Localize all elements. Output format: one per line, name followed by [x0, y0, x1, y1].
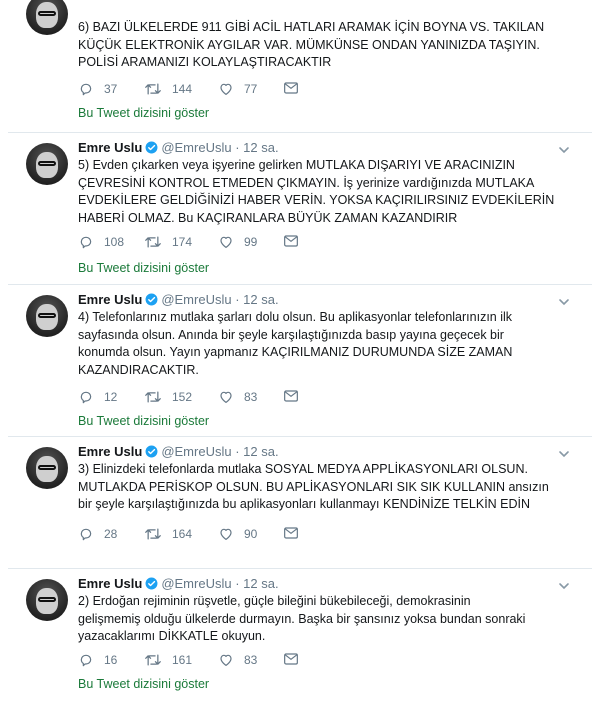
- like-icon: [218, 526, 234, 542]
- tweet-text-line: 6) BAZI ÜLKELERDE 911 GİBİ ACİL HATLARI ARAMAK İÇİN BOYNA VS. TAKILAN: [78, 20, 545, 34]
- dm-button[interactable]: [283, 81, 299, 95]
- tweet-text-line: 4) Telefonlarınız mutlaka şarları dolu olsun. Bu aplikasyonlar telefonlarınızın ilk: [78, 310, 513, 324]
- reply-button[interactable]: [78, 234, 124, 250]
- like-count: 83: [244, 653, 258, 667]
- tweet-text-line: 3) Elinizdeki telefonlarda mutlaka SOSYAL MEDYA APPLİKASYONLARI OLSUN.: [78, 462, 528, 476]
- header-separator: ·: [231, 576, 244, 591]
- tweet-time[interactable]: 12 sa.: [243, 444, 279, 459]
- header-separator: ·: [231, 140, 244, 155]
- like-button[interactable]: [218, 81, 257, 97]
- header-separator: ·: [231, 444, 244, 459]
- retweet-count: 161: [172, 653, 193, 667]
- tweet-text: [78, 461, 549, 514]
- author-handle[interactable]: @EmreUslu: [161, 292, 232, 307]
- reply-button[interactable]: [78, 389, 117, 405]
- retweet-button[interactable]: [144, 81, 192, 97]
- retweet-button[interactable]: [144, 526, 192, 542]
- retweet-count: 152: [172, 390, 193, 404]
- tweet-text-line: EVDEKİLERE GELDİĞİNİZİ HABER VERİN. YOKSA KAÇIRILIRSINIZ EVDEKİLERİN: [78, 193, 555, 207]
- chevron-down-icon[interactable]: [558, 579, 570, 597]
- retweet-count: 164: [172, 527, 193, 541]
- reply-count: 28: [104, 527, 118, 541]
- show-thread-link[interactable]: Bu Tweet dizisini göster: [78, 106, 210, 120]
- like-count: 83: [244, 390, 258, 404]
- dm-icon: [283, 389, 299, 403]
- avatar[interactable]: [26, 447, 68, 489]
- tweet-text: [78, 157, 555, 227]
- dm-icon: [283, 234, 299, 248]
- dm-icon: [283, 81, 299, 95]
- tweet-header: [78, 576, 279, 594]
- verified-icon: [145, 293, 158, 310]
- author-handle[interactable]: @EmreUslu: [161, 444, 232, 459]
- like-icon: [218, 81, 234, 97]
- tweet-header: [78, 444, 279, 462]
- reply-count: 37: [104, 82, 118, 96]
- dm-icon: [283, 526, 299, 540]
- tweet-text-line: yazacaklarımı DİKKATLE okuyun.: [78, 629, 266, 643]
- show-thread-link[interactable]: Bu Tweet dizisini göster: [78, 261, 210, 275]
- like-button[interactable]: [218, 234, 257, 250]
- tweet-header: [78, 292, 279, 310]
- retweet-icon: [144, 234, 162, 250]
- reply-count: 12: [104, 390, 118, 404]
- header-separator: ·: [231, 292, 244, 307]
- reply-count: 108: [104, 235, 125, 249]
- dm-icon: [283, 652, 299, 666]
- reply-icon: [78, 234, 94, 250]
- reply-icon: [78, 81, 94, 97]
- retweet-icon: [144, 652, 162, 668]
- author-handle[interactable]: @EmreUslu: [161, 140, 232, 155]
- tweet-time[interactable]: 12 sa.: [243, 576, 279, 591]
- show-thread-link[interactable]: Bu Tweet dizisini göster: [78, 414, 210, 428]
- retweet-button[interactable]: [144, 652, 192, 668]
- author-name[interactable]: Emre Uslu: [78, 444, 143, 459]
- tweet-text-line: MUTLAKDA PERİSKOP OLSUN. BU APLİKASYONLARI SIK SIK KULLANIN ansızın: [78, 479, 549, 494]
- like-count: 90: [244, 527, 258, 541]
- dm-button[interactable]: [283, 389, 299, 403]
- retweet-count: 174: [172, 235, 193, 249]
- avatar[interactable]: [26, 0, 68, 35]
- chevron-down-icon[interactable]: [558, 447, 570, 465]
- chevron-down-icon[interactable]: [558, 295, 570, 313]
- tweet[interactable]: [0, 0, 600, 133]
- reply-count: 16: [104, 653, 118, 667]
- like-icon: [218, 652, 234, 668]
- chevron-down-icon[interactable]: [558, 143, 570, 161]
- retweet-icon: [144, 81, 162, 97]
- verified-icon: [145, 141, 158, 158]
- avatar[interactable]: [26, 579, 68, 621]
- retweet-icon: [144, 389, 162, 405]
- verified-icon: [145, 445, 158, 462]
- dm-button[interactable]: [283, 234, 299, 248]
- tweet-text-line: sayfasında olsun. Anında bir şeyle karşılaştığınızda basıp yayına geçecek bir: [78, 327, 504, 342]
- retweet-icon: [144, 526, 162, 542]
- like-button[interactable]: [218, 652, 257, 668]
- tweet-text-line: 5) Evden çıkarken veya işyerine gelirken MUTLAKA DIŞARIYI VE ARACINIZIN: [78, 158, 515, 172]
- verified-icon: [145, 577, 158, 594]
- like-icon: [218, 389, 234, 405]
- author-name[interactable]: Emre Uslu: [78, 576, 143, 591]
- reply-icon: [78, 526, 94, 542]
- tweet-text-line: konumda olsun. Yayın yapmanız KAÇIRILMANIZ DURUMUNDA SİZE ZAMAN: [78, 345, 513, 359]
- author-name[interactable]: Emre Uslu: [78, 292, 143, 307]
- reply-icon: [78, 652, 94, 668]
- like-count: 99: [244, 235, 258, 249]
- retweet-button[interactable]: [144, 389, 192, 405]
- tweet-text-line: KAZANDIRACAKTIR.: [78, 362, 199, 377]
- reply-button[interactable]: [78, 652, 117, 668]
- reply-button[interactable]: [78, 526, 117, 542]
- like-button[interactable]: [218, 389, 257, 405]
- retweet-count: 144: [172, 82, 193, 96]
- tweet-text-line: HABERİ OLMAZ. Bu KAÇIRANLARA BÜYÜK ZAMAN KAZANDIRIR: [78, 210, 458, 225]
- tweet-text-line: ÇEVRESİNİ KONTROL ETMEDEN ÇIKMAYIN. İş yerinize vardığınızda MUTLAKA: [78, 175, 535, 190]
- dm-button[interactable]: [283, 652, 299, 666]
- tweet[interactable]: [0, 133, 600, 285]
- avatar[interactable]: [26, 143, 68, 185]
- tweet-text-line: KÜÇÜK ELEKTRONİK AYGILAR VAR. MÜMKÜNSE ONDAN YANINIZDA TAŞIYIN.: [78, 37, 540, 52]
- tweet-time[interactable]: 12 sa.: [243, 292, 279, 307]
- dm-button[interactable]: [283, 526, 299, 540]
- avatar[interactable]: [26, 295, 68, 337]
- like-count: 77: [244, 82, 258, 96]
- tweet-text-line: POLİSİ ARAMANIZI KOLAYLAŞTIRACAKTIR: [78, 55, 332, 69]
- tweet-text: [78, 593, 526, 646]
- like-icon: [218, 234, 234, 250]
- tweet-text: [78, 19, 545, 72]
- tweet[interactable]: [0, 437, 600, 569]
- tweet-header: [78, 140, 279, 158]
- reply-button[interactable]: [78, 81, 117, 97]
- author-name[interactable]: Emre Uslu: [78, 140, 143, 155]
- tweet-text-line: 2) Erdoğan rejiminin rüşvetle, güçle bileğini bükebileceği, demokrasinin: [78, 594, 471, 608]
- tweet-text: [78, 309, 513, 379]
- reply-icon: [78, 389, 94, 405]
- tweet[interactable]: [0, 569, 600, 702]
- author-handle[interactable]: @EmreUslu: [161, 576, 232, 591]
- tweet[interactable]: [0, 285, 600, 437]
- show-thread-link[interactable]: Bu Tweet dizisini göster: [78, 677, 210, 691]
- tweet-time[interactable]: 12 sa.: [243, 140, 279, 155]
- like-button[interactable]: [218, 526, 257, 542]
- tweet-text-line: gelişmemiş olduğu ülkelerde durmayın. Başka bir şansınız yoksa bundan sonraki: [78, 611, 526, 626]
- tweet-text-line: bir şeyle karşılaştığınızda bu aplikasyonları kullanmayı KENDİNİZE TELKİN EDİN: [78, 497, 531, 511]
- retweet-button[interactable]: [144, 234, 192, 250]
